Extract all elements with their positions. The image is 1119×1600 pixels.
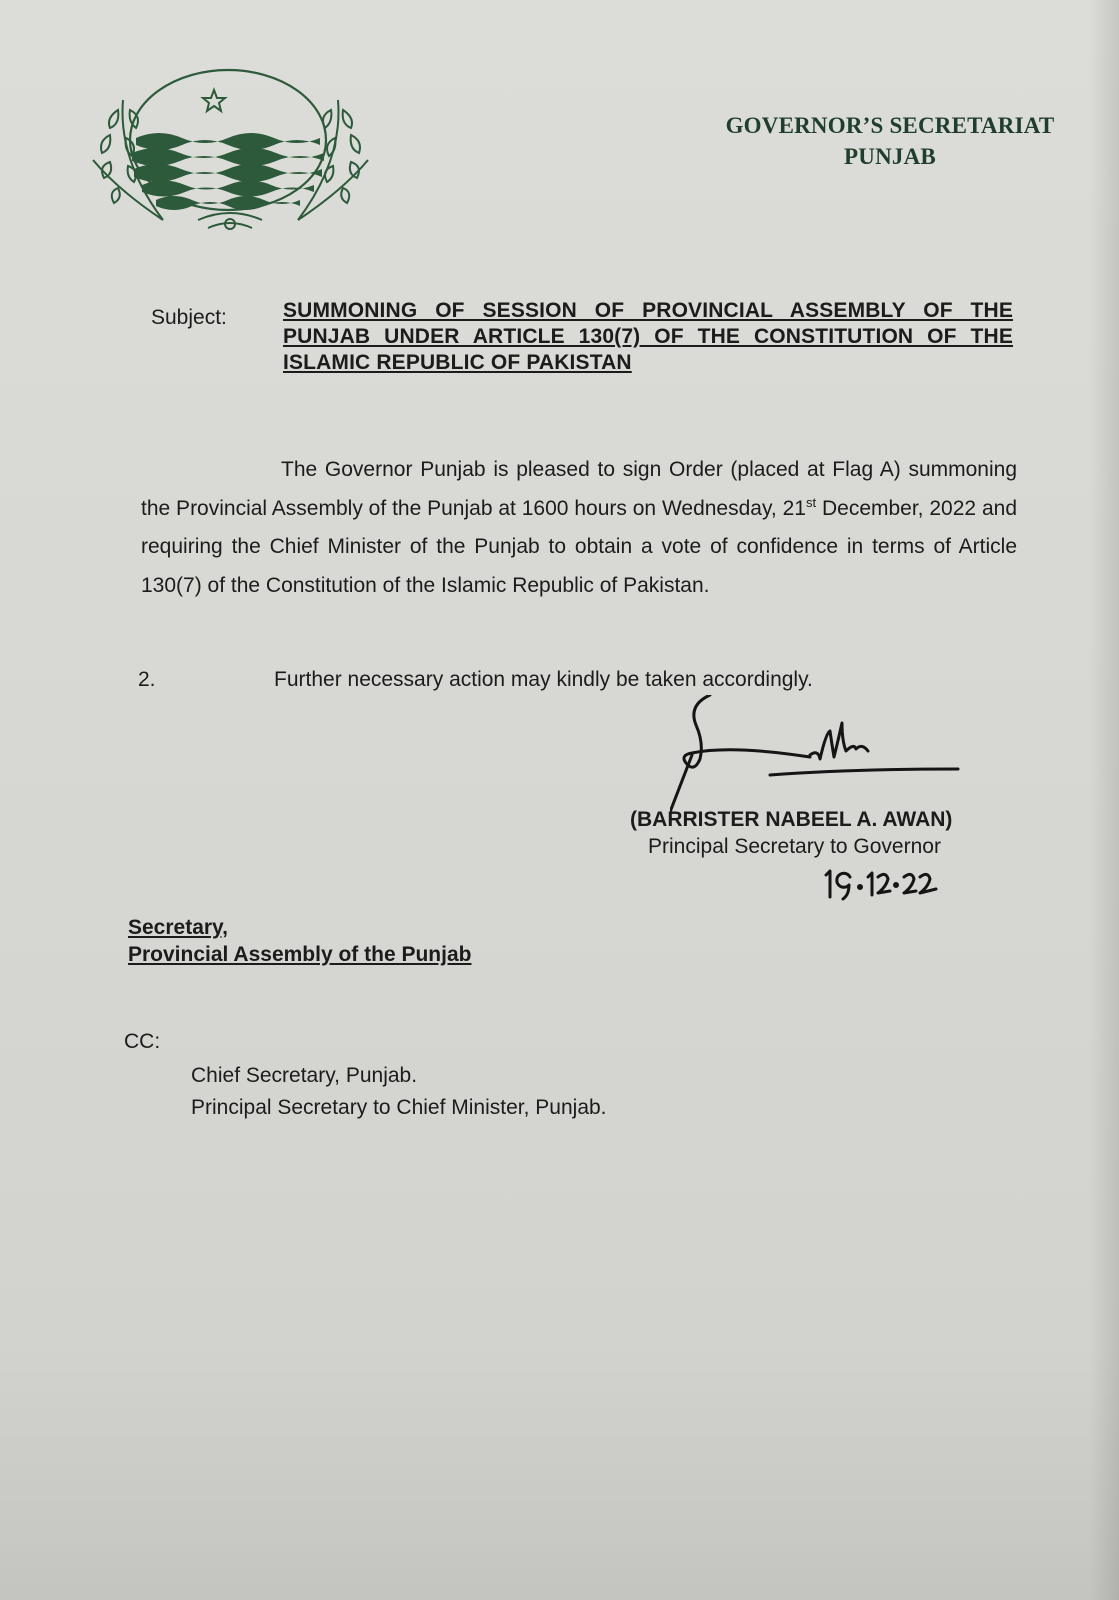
cc-label: CC:: [124, 1030, 161, 1053]
wheat-right-icon: [298, 100, 368, 220]
office-province: PUNJAB: [844, 144, 936, 169]
signatory-title: Principal Secretary to Governor: [648, 835, 941, 858]
punjab-emblem-logo: [88, 40, 373, 240]
cc-recipient: Chief Secretary, Punjab.: [191, 1064, 418, 1087]
para1-text-end: December, 2022 and requiring the Chief Minister of the Punjab to obtain a vote of confidence in terms of Article 130(7) of the Constitution of the Islamic Republic of Pakistan.: [141, 496, 1018, 597]
date-ordinal-suffix: st: [805, 494, 817, 510]
office-name: GOVERNOR’S SECRETARIAT: [725, 113, 1055, 138]
ribbon-knot: [198, 213, 262, 229]
subject-text: SUMMONING OF SESSION OF PROVINCIAL ASSEMBLY OF THE PUNJAB UNDER ARTICLE 130(7) OF THE CONSTITUTION OF THE ISLAMIC REPUBLIC OF PAKISTAN: [283, 299, 1013, 374]
letterhead-office: [690, 110, 1090, 172]
handwritten-signature: [670, 695, 990, 825]
page-bottom-shadow: [0, 1340, 1119, 1600]
subject-label: Subject:: [151, 306, 227, 329]
addressee-title: Secretary,: [128, 916, 229, 939]
para1-text-start: The Governor Punjab is pleased to sign Order (placed at Flag A) summoning the Provincial Assembly of the Punjab at 1600 hours on Wednesday, 21: [141, 458, 1017, 520]
cc-list: [191, 1060, 607, 1124]
paragraph-number: 2.: [138, 668, 156, 691]
addressee-block: [128, 914, 471, 968]
crescent-icon: [210, 85, 246, 124]
addressee-office: Provincial Assembly of the Punjab: [128, 943, 472, 966]
cc-recipient: Principal Secretary to Chief Minister, Punjab.: [191, 1096, 607, 1119]
body-paragraph-2: Further necessary action may kindly be taken accordingly.: [274, 668, 813, 691]
star-icon: [203, 90, 225, 111]
handwritten-date: [820, 863, 950, 903]
wave-bands: [132, 133, 324, 210]
signatory-name: (BARRISTER NABEEL A. AWAN): [630, 808, 953, 831]
body-paragraph-1: [141, 451, 1017, 605]
